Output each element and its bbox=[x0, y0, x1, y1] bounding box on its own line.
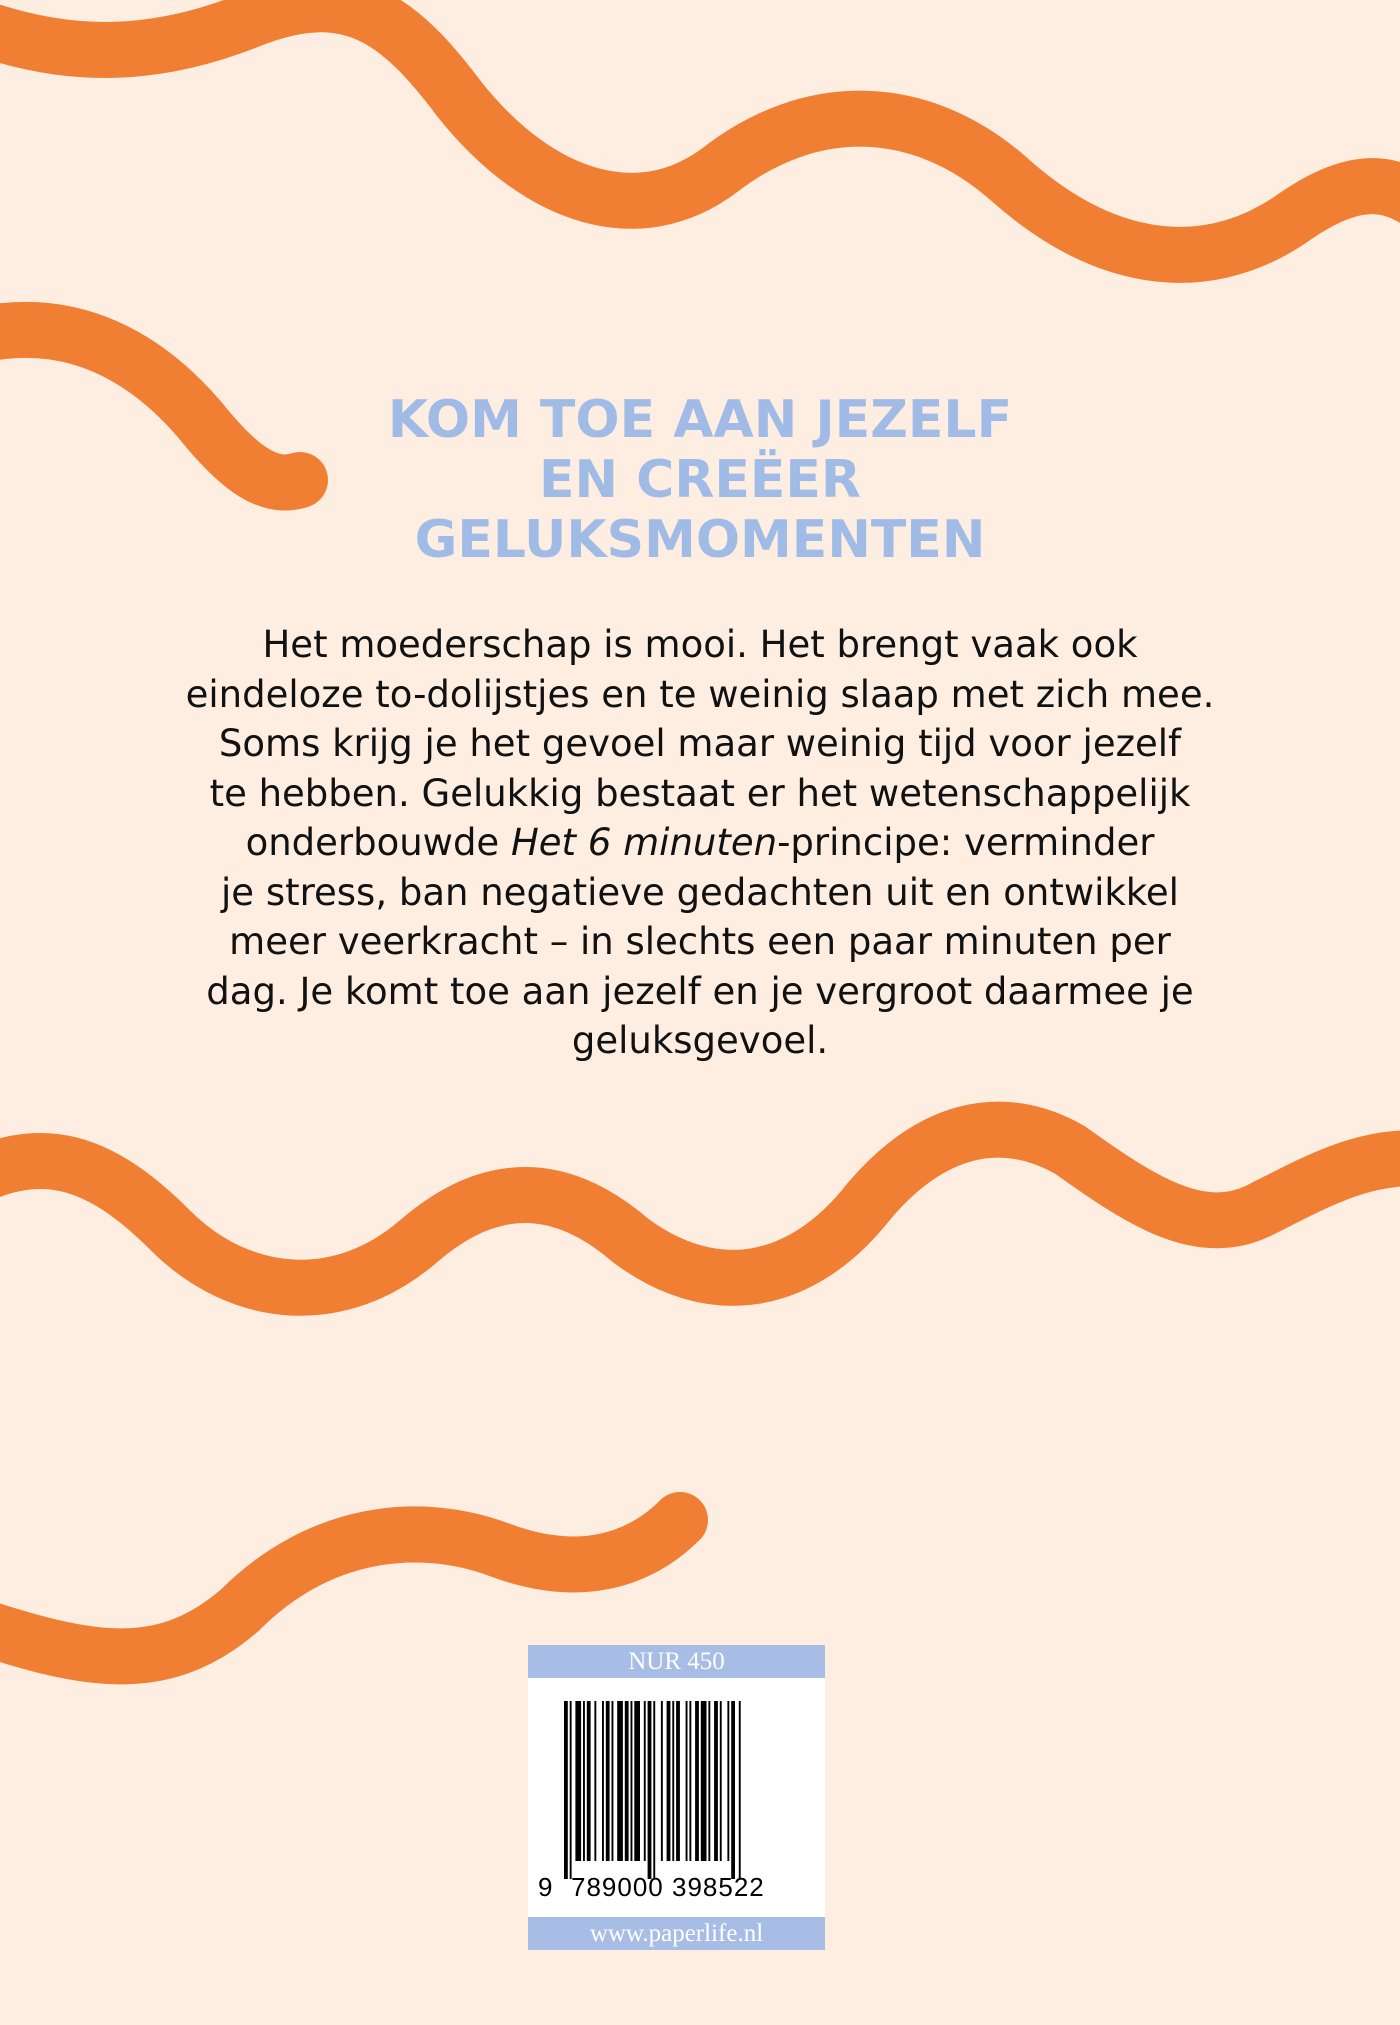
isbn-lead-digit: 9 bbox=[538, 1872, 554, 1902]
wave-lower bbox=[0, 1520, 680, 1656]
barcode-bar bbox=[631, 1701, 633, 1861]
barcode-bar bbox=[634, 1701, 640, 1861]
barcode-bar bbox=[701, 1701, 707, 1861]
headline-line: GELUKSMOMENTEN bbox=[414, 510, 986, 570]
barcode-bar bbox=[564, 1701, 568, 1879]
barcode-bar bbox=[667, 1701, 671, 1861]
barcode-bar bbox=[653, 1701, 655, 1879]
headline-line: EN CREËER bbox=[539, 450, 861, 510]
blurb-segment: onderbouwde bbox=[245, 821, 511, 864]
wave-middle bbox=[0, 1130, 1400, 1288]
barcode-bar bbox=[625, 1701, 629, 1861]
barcode-bars bbox=[564, 1701, 790, 1879]
blurb-segment: -principe: verminder bbox=[777, 821, 1155, 864]
barcode-bar bbox=[594, 1701, 596, 1861]
book-title-italic: Het 6 minuten bbox=[510, 821, 778, 864]
barcode-label bbox=[528, 1645, 825, 1950]
barcode-bar bbox=[661, 1701, 663, 1861]
barcode-bar bbox=[672, 1701, 674, 1861]
barcode-bar bbox=[686, 1701, 688, 1861]
wave-top bbox=[0, 4, 1400, 255]
barcode-bar bbox=[575, 1701, 581, 1861]
barcode-bar bbox=[612, 1701, 614, 1861]
blurb-text bbox=[150, 620, 1250, 1066]
barcode-bar bbox=[606, 1701, 610, 1861]
headline bbox=[200, 390, 1200, 570]
barcode-bar bbox=[676, 1701, 680, 1861]
barcode-bar bbox=[731, 1701, 735, 1879]
blurb-line: te hebben. Gelukkig bestaat er het wetenschappelijk bbox=[209, 771, 1191, 815]
isbn-number bbox=[538, 1866, 823, 1906]
blurb-line bbox=[150, 818, 1250, 868]
blurb-line: eindeloze to-dolijstjes en te weinig slaap met zich mee. bbox=[185, 672, 1215, 716]
barcode-bar bbox=[617, 1701, 623, 1861]
barcode-bar bbox=[739, 1701, 741, 1879]
barcode-bar bbox=[695, 1701, 699, 1861]
barcode-bar bbox=[727, 1701, 729, 1861]
barcode-bar bbox=[708, 1701, 710, 1861]
blurb-line: meer veerkracht – in slechts een paar minuten per bbox=[229, 920, 1171, 963]
blurb-line: Soms krijg je het gevoel maar weinig tijd voor jezelf bbox=[218, 722, 1182, 765]
barcode-bar bbox=[644, 1701, 646, 1861]
website-url: www.paperlife.nl bbox=[528, 1917, 825, 1950]
nur-code: NUR 450 bbox=[528, 1645, 825, 1678]
barcode-bar bbox=[648, 1701, 652, 1879]
isbn-digits: 789000 398522 bbox=[571, 1872, 765, 1902]
barcode-bar bbox=[602, 1701, 604, 1861]
barcode-bar bbox=[583, 1701, 585, 1861]
barcode-bar bbox=[714, 1701, 718, 1861]
blurb-line: Het moederschap is mooi. Het brengt vaak ook bbox=[262, 623, 1138, 666]
blurb-line: dag. Je komt toe aan jezelf en je vergroot daarmee je bbox=[206, 969, 1194, 1013]
barcode-bar bbox=[689, 1701, 691, 1861]
barcode-bar bbox=[720, 1701, 722, 1861]
blurb-line: geluksgevoel. bbox=[571, 1019, 829, 1062]
barcode-bar bbox=[570, 1701, 572, 1879]
blurb-line: je stress, ban negatieve gedachten uit en ontwikkel bbox=[221, 870, 1179, 914]
barcode-bar bbox=[587, 1701, 591, 1861]
headline-line: KOM TOE AAN JEZELF bbox=[387, 390, 1013, 450]
